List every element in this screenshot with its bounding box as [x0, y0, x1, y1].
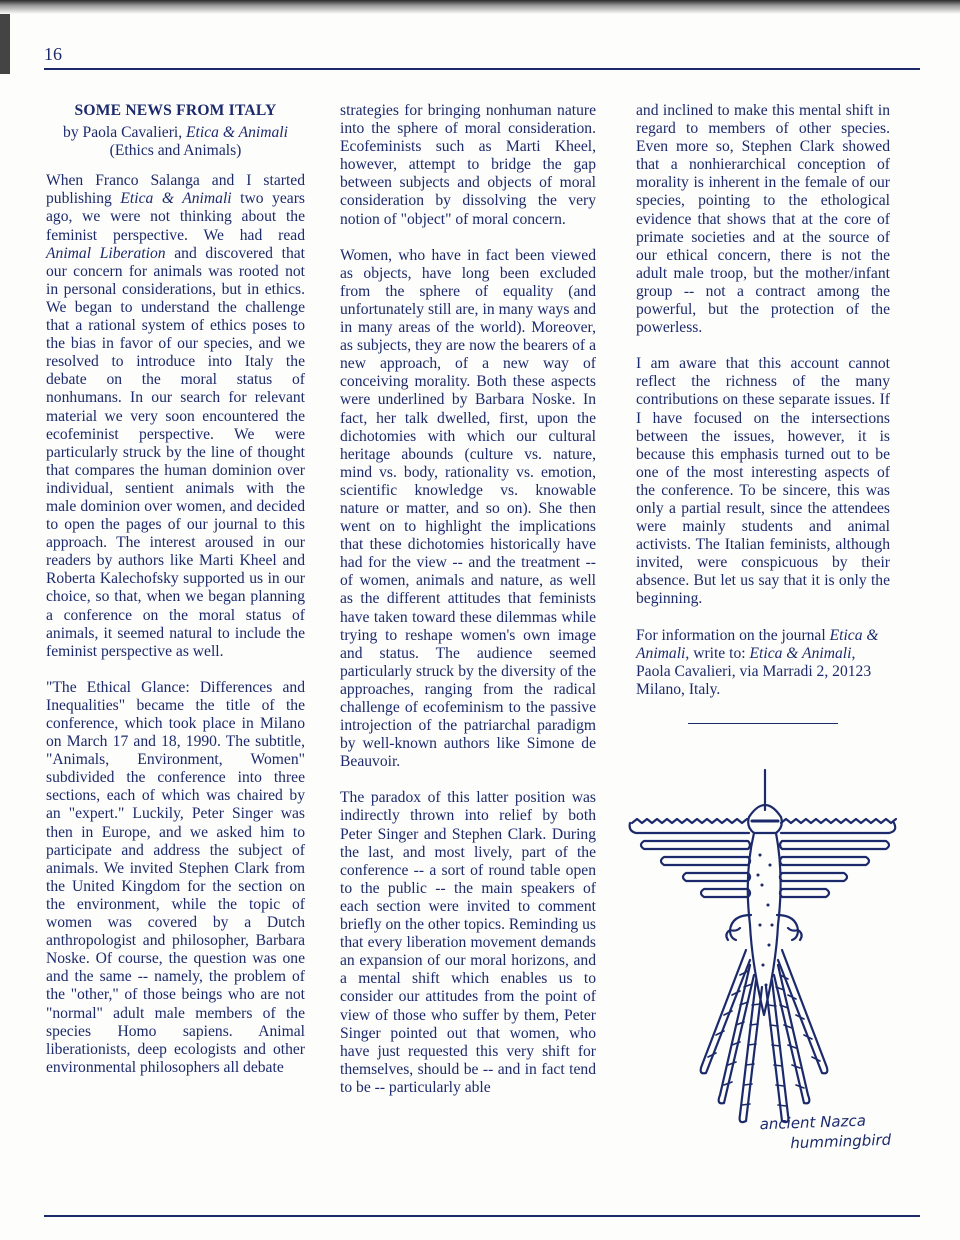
byline-subtitle: (Ethics and Animals)	[109, 142, 242, 160]
article-byline	[46, 124, 305, 160]
paragraph: and inclined to make this mental shift in regard to members of other species. Even more so, Stephen Clark showed that a nonhierarchical conception of morality is inherent in the female of our species, pointing to the ethological evidence that shows that at the core of primate societies and at the source of our ethical concern, there is not the adult male troop, but the mother/infant group -- not a contract among the powerful, but the protection of the powerless.	[636, 102, 890, 337]
column-3	[636, 102, 890, 729]
contact-paragraph	[636, 627, 890, 699]
publication-title: Etica & Animali	[636, 626, 879, 662]
publication-title: Etica & Animali	[749, 644, 852, 662]
hummingbird-drawing	[624, 765, 904, 1165]
paragraph-text: For information on the journal	[636, 626, 830, 644]
paragraph: I am aware that this account cannot reflect the richness of the many contributions on these separate issues. If I have focused on the intersections between the issues, however, it is because this emphasis turned out to be one of the most interesting aspects of the conference. To be sincere, this was only a partial result, since the attendees were mainly students and animal activists. The Italian feminists, although invited, were conspicuous by their absence. But let us say that it is only the beginning.	[636, 355, 890, 608]
publication-title: Etica & Animali	[120, 190, 232, 208]
end-rule	[688, 723, 838, 725]
book-title: Animal Liberation	[46, 244, 166, 262]
paragraph: "The Ethical Glance: Differences and Inequalities" became the title of the conference, which took place in Milano on March 17 and 18, 1990. The subtitle, "Animals, Environment, Women" subdivided the conference into three sections, each of which was chaired by an "expert." Luckily, Peter Singer was then in Europe, and we asked him to participate and address the subject of animals. We invited Stephen Clark from the United Kingdom for the section on the environment, while the topic of women was covered by a Dutch anthropologist and philosopher, Barbara Noske. Of course, the question was one and the same -- namely, the problem of the "other," of those beings who are not "normal" adult male members of the species Homo sapiens. Animal liberationists, deep ecologists and other environmental philosophers all debate	[46, 678, 305, 1076]
paragraph-text: and discovered that our concern for animals was rooted not in personal considerations, but in ethics. We began to understand the challenge that a rational system of ethics poses to the bias in favor of our species, and we resolved to introduce into Italy the debate on the moral status of nonhumans. In our search for relevant material we very soon encountered the ecofeminist perspective. We were particularly struck by the line of thought that compares the human dominion over individual, sentient animals with the male dominion over women, and decided to open the pages of our journal to this approach. The interest aroused in our readers by authors like Marti Kheel and Roberta Kalechofsky supported us in our choice, so that, when we began planning a conference on the moral status of animals, it seemed natural to include the feminist perspective as well.	[46, 244, 305, 660]
scan-shadow	[0, 14, 10, 74]
column-2	[340, 102, 596, 1115]
paragraph: Women, who have in fact been viewed as objects, have long been excluded from the sphere of equality (and unfortunately still are, in many ways and in many areas of the world). Moreover, as subjects, they are now the bearers of a new approach, of a new way of conceiving morality. Both these aspects were underlined by Barbara Noske. In fact, her talk dwelled, first, upon the dichotomies with which our cultural heritage abounds (culture vs. nature, mind vs. body, rationality vs. emotion, scientific knowledge vs. knowable nature or matter, and so on). She then went on to highlight the implications that these dichotomies historically have had for the view -- and the treatment -- of women, animals and nature, as well as the different attitudes that feminists have taken toward these dilemmas while trying to reshape women's own image and status. The audience seemed particularly struck by the diversity of the approaches, ranging from the radical challenge of ecofeminism to the passive introjection of the patriarchal paradigm by well-known authors like Simone de Beauvoir.	[340, 246, 596, 771]
paragraph-text: When Franco Salanga and I started publishing	[46, 172, 305, 208]
caption-line-2: hummingbird	[790, 1130, 892, 1153]
column-1	[46, 102, 305, 1095]
header-rule	[44, 68, 920, 70]
end-of-article-marker	[636, 717, 890, 729]
paragraph-text: , Paola Cavalieri, via Marradi 2, 20123 Milano, Italy.	[636, 644, 872, 698]
scan-top-edge	[0, 0, 960, 14]
paragraph: strategies for bringing nonhuman nature into the sphere of moral consideration. Ecofeminists such as Marti Kheel, however, attempt to bridge the gap between subjects and objects of moral consideration by dissolving the very notion of "object" of moral concern.	[340, 102, 596, 228]
paragraph-text: , write to:	[685, 644, 750, 662]
illustration-caption	[759, 1110, 891, 1155]
paragraph-text: two years ago, we were not thinking about the feminist perspective. We had read	[46, 190, 305, 244]
footer-rule	[44, 1215, 920, 1217]
byline-author: by Paola Cavalieri,	[63, 124, 187, 142]
paragraph: The paradox of this latter position was indirectly thrown into relief by both Peter Singer and Stephen Clark. During the last, and most lively, part of the conference -- a sort of round table open to the public -- the main speakers of each section were invited to comment briefly on the other topics. Reminding us that every liberation movement demands an expansion of our moral horizons, and a mental shift which enables us to consider our attitudes from the point of view of those who suffer by them, Peter Singer pointed out that women, who have just requested this very shift for themselves, should be -- and in fact tend to be -- particularly able	[340, 789, 596, 1096]
paragraph	[46, 172, 305, 661]
byline-publication: Etica & Animali	[186, 124, 288, 142]
caption-line-1: ancient Nazca	[759, 1111, 867, 1134]
page-number: 16	[44, 44, 62, 64]
article-headline: SOME NEWS FROM ITALY	[74, 102, 277, 119]
